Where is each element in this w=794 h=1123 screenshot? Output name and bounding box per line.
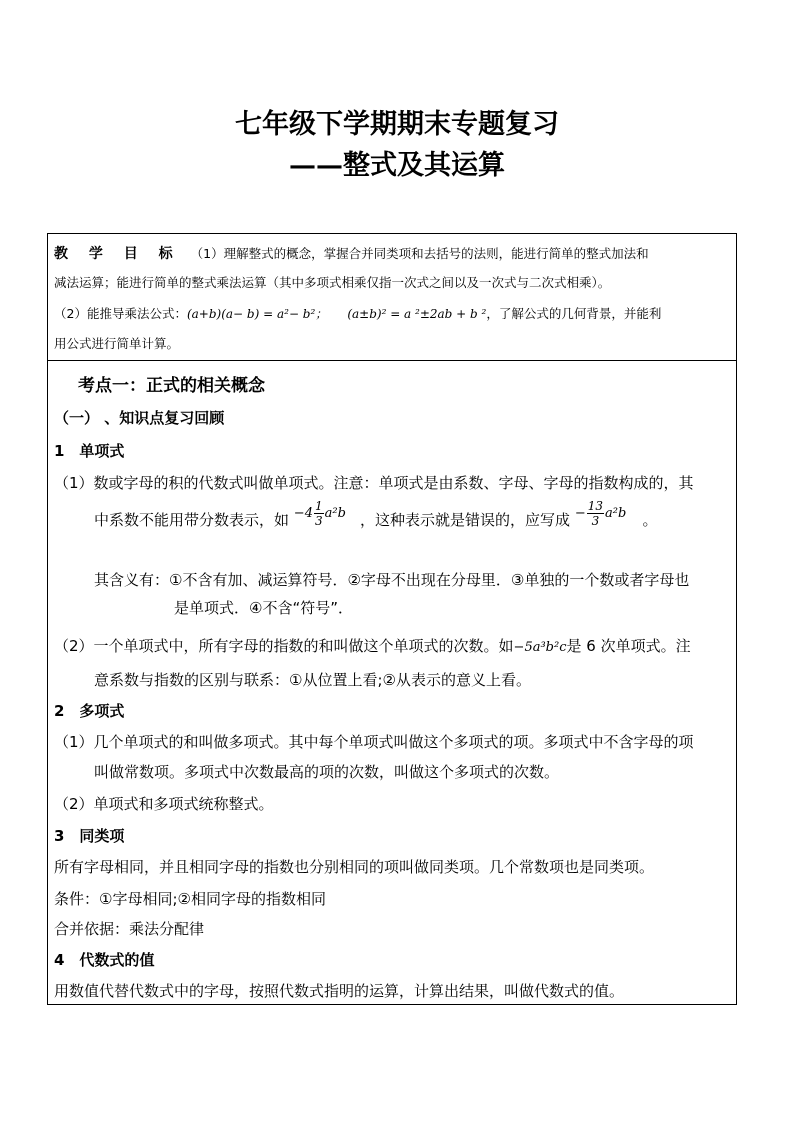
paragraph-like-terms: 所有字母相同，并且相同字母的指数也分别相同的项叫做同类项。几个常数项也是同类项。 — [54, 858, 655, 876]
subsection-heading: （一） 、知识点复习回顾 — [54, 409, 225, 427]
page-subtitle: ——整式及其运算 — [289, 150, 505, 181]
objectives-text-3a: （2）能推导乘法公式： — [54, 306, 187, 321]
heading-monomial: 1 单项式 — [54, 442, 125, 460]
text-example-intro: 中系数不能用带分数表示，如 — [94, 511, 290, 529]
example-monomial-degree: −5a³b²c — [513, 640, 567, 655]
example-wrong-mixed-number: −4 $\frac{1}{3}$ a²b — [293, 499, 346, 528]
text-degree-end: 是 6 次单项式。注 — [566, 637, 691, 655]
objectives-line-4: 用公式进行简单计算。 — [54, 336, 180, 351]
content-box — [47, 360, 737, 1005]
text-example-end: 。 — [642, 511, 658, 529]
text-example-mid: ，这种表示就是错误的，应写成 — [360, 511, 571, 529]
text-degree-intro: （2）一个单项式中，所有字母的指数的和叫做这个单项式的次数。如 — [54, 637, 514, 655]
objectives-text-3b: ，了解公式的几何背景，并能利 — [486, 306, 662, 321]
objectives-line-2: 减法运算；能进行简单的整式乘法运算（其中多项式相乘仅指一次式之间以及一次式与二次式相乘）。 — [54, 275, 611, 290]
section-heading: 考点一：正式的相关概念 — [78, 376, 265, 396]
objectives-line-1 — [54, 243, 649, 263]
heading-polynomial: 2 多项式 — [54, 702, 125, 720]
heading-expression-value: 4 代数式的值 — [54, 951, 155, 969]
paragraph-degree-1 — [54, 635, 691, 656]
paragraph-polynomial-2: 叫做常数项。多项式中次数最高的项的次数，叫做这个多项式的次数。 — [94, 763, 560, 781]
heading-like-terms: 3 同类项 — [54, 827, 125, 845]
page-title: 七年级下学期期末专题复习 — [235, 109, 559, 140]
paragraph-monomial-1: （1）数或字母的积的代数式叫做单项式。注意：单项式是由系数、字母、字母的指数构成的，其 — [54, 474, 694, 492]
paragraph-expression-value: 用数值代替代数式中的字母，按照代数式指明的运算，计算出结果，叫做代数式的值。 — [54, 982, 625, 1000]
paragraph-monomial-3: 其含义有：①不含有加、减运算符号．②字母不出现在分母里．③单独的一个数或者字母也 — [94, 571, 690, 589]
formula-difference-of-squares: (a+b)(a− b) = a²− b²； — [186, 307, 328, 321]
paragraph-monomial-2 — [94, 499, 658, 536]
objectives-box — [47, 233, 737, 361]
formula-perfect-square: (a±b)² = a ²±2ab + b ² — [347, 307, 487, 321]
objectives-label: 教 学 目 标 — [54, 246, 181, 262]
paragraph-integral-expression: （2）单项式和多项式统称整式。 — [54, 795, 274, 813]
objectives-line-3 — [54, 304, 661, 322]
paragraph-basis: 合并依据：乘法分配律 — [54, 920, 205, 938]
objectives-text-1: （1）理解整式的概念，掌握合并同类项和去括号的法则，能进行简单的整式加法和 — [190, 246, 649, 261]
paragraph-degree-2: 意系数与指数的区别与联系：①从位置上看;②从表示的意义上看。 — [94, 671, 531, 689]
paragraph-monomial-4: 是单项式．④不含“符号”． — [174, 599, 353, 617]
paragraph-conditions: 条件：①字母相同;②相同字母的指数相同 — [54, 890, 326, 908]
paragraph-polynomial-1: （1）几个单项式的和叫做多项式。其中每个单项式叫做这个多项式的项。多项式中不含字母的项 — [54, 733, 694, 751]
example-correct-fraction: − $\frac{13}{3}$ a²b — [574, 499, 627, 528]
